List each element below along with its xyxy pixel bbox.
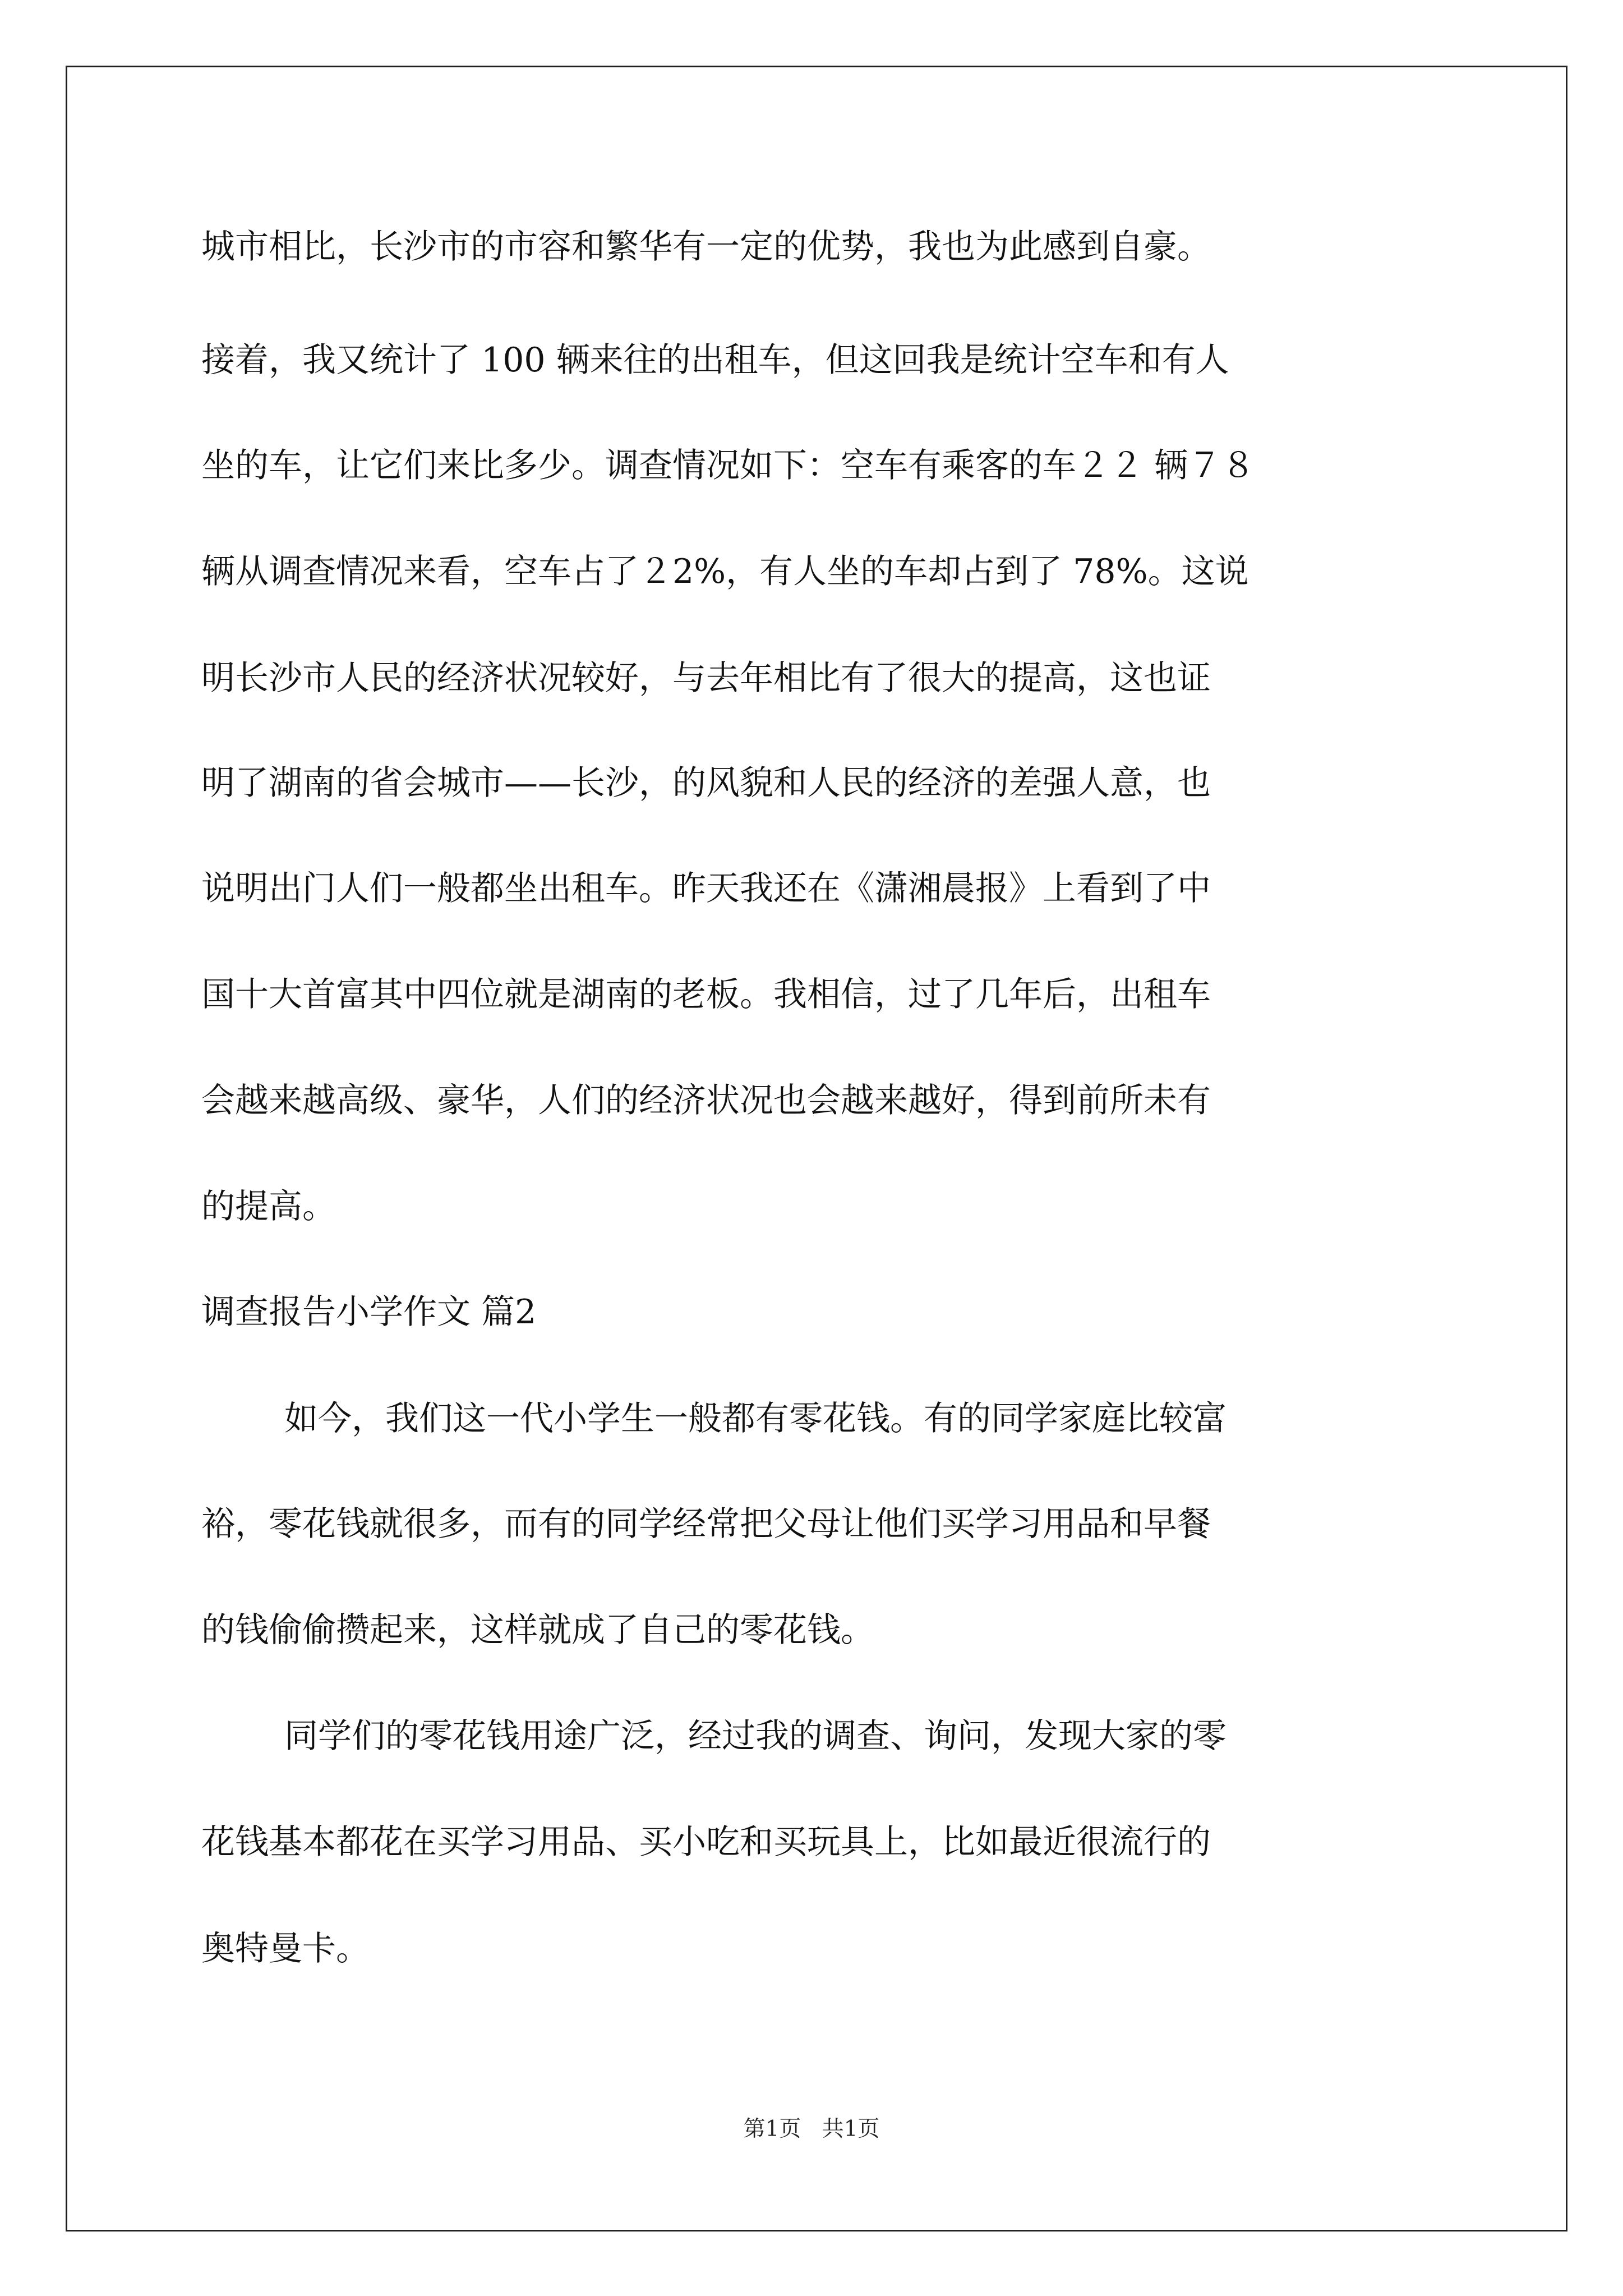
paragraph-1-line: 如今，我们这一代小学生一般都有零花钱。有的同学家庭比较富 xyxy=(284,1399,1227,1438)
body-line: 明了湖南的省会城市——长沙，的风貌和人民的经济的差强人意，也 xyxy=(201,763,1211,803)
paragraph-2-line: 同学们的零花钱用途广泛，经过我的调查、询问，发现大家的零 xyxy=(284,1717,1227,1756)
body-line: 的提高。 xyxy=(201,1187,336,1226)
page-number: 第1页 共1页 xyxy=(743,2116,880,2142)
page-border xyxy=(66,66,1567,2231)
body-line: 城市相比，长沙市的市容和繁华有一定的优势，我也为此感到自豪。 xyxy=(201,227,1211,266)
paragraph-1-line: 裕，零花钱就很多，而有的同学经常把父母让他们买学习用品和早餐 xyxy=(201,1504,1211,1544)
paragraph-1-line: 的钱偷偷攒起来，这样就成了自己的零花钱。 xyxy=(201,1611,874,1650)
body-line: 接着，我又统计了 100 辆来往的出租车，但这回我是统计空车和有人 xyxy=(201,341,1229,380)
body-line: 会越来越高级、豪华，人们的经济状况也会越来越好，得到前所未有 xyxy=(201,1081,1211,1120)
body-line: 国十大首富其中四位就是湖南的老板。我相信，过了几年后，出租车 xyxy=(201,975,1211,1014)
body-line: 辆从调查情况来看，空车占了２2%，有人坐的车却占到了 78%。这说 xyxy=(201,552,1249,591)
paragraph-2-line: 花钱基本都花在买学习用品、买小吃和买玩具上，比如最近很流行的 xyxy=(201,1823,1211,1862)
section-heading: 调查报告小学作文 篇2 xyxy=(201,1292,537,1332)
body-line: 坐的车，让它们来比多少。调查情况如下：空车有乘客的车２２ 辆７８ xyxy=(201,446,1256,485)
body-line: 明长沙市人民的经济状况较好，与去年相比有了很大的提高，这也证 xyxy=(201,659,1211,698)
body-line: 说明出门人们一般都坐出租车。昨天我还在《潇湘晨报》上看到了中 xyxy=(201,869,1211,908)
paragraph-2-line: 奥特曼卡。 xyxy=(201,1929,370,1968)
